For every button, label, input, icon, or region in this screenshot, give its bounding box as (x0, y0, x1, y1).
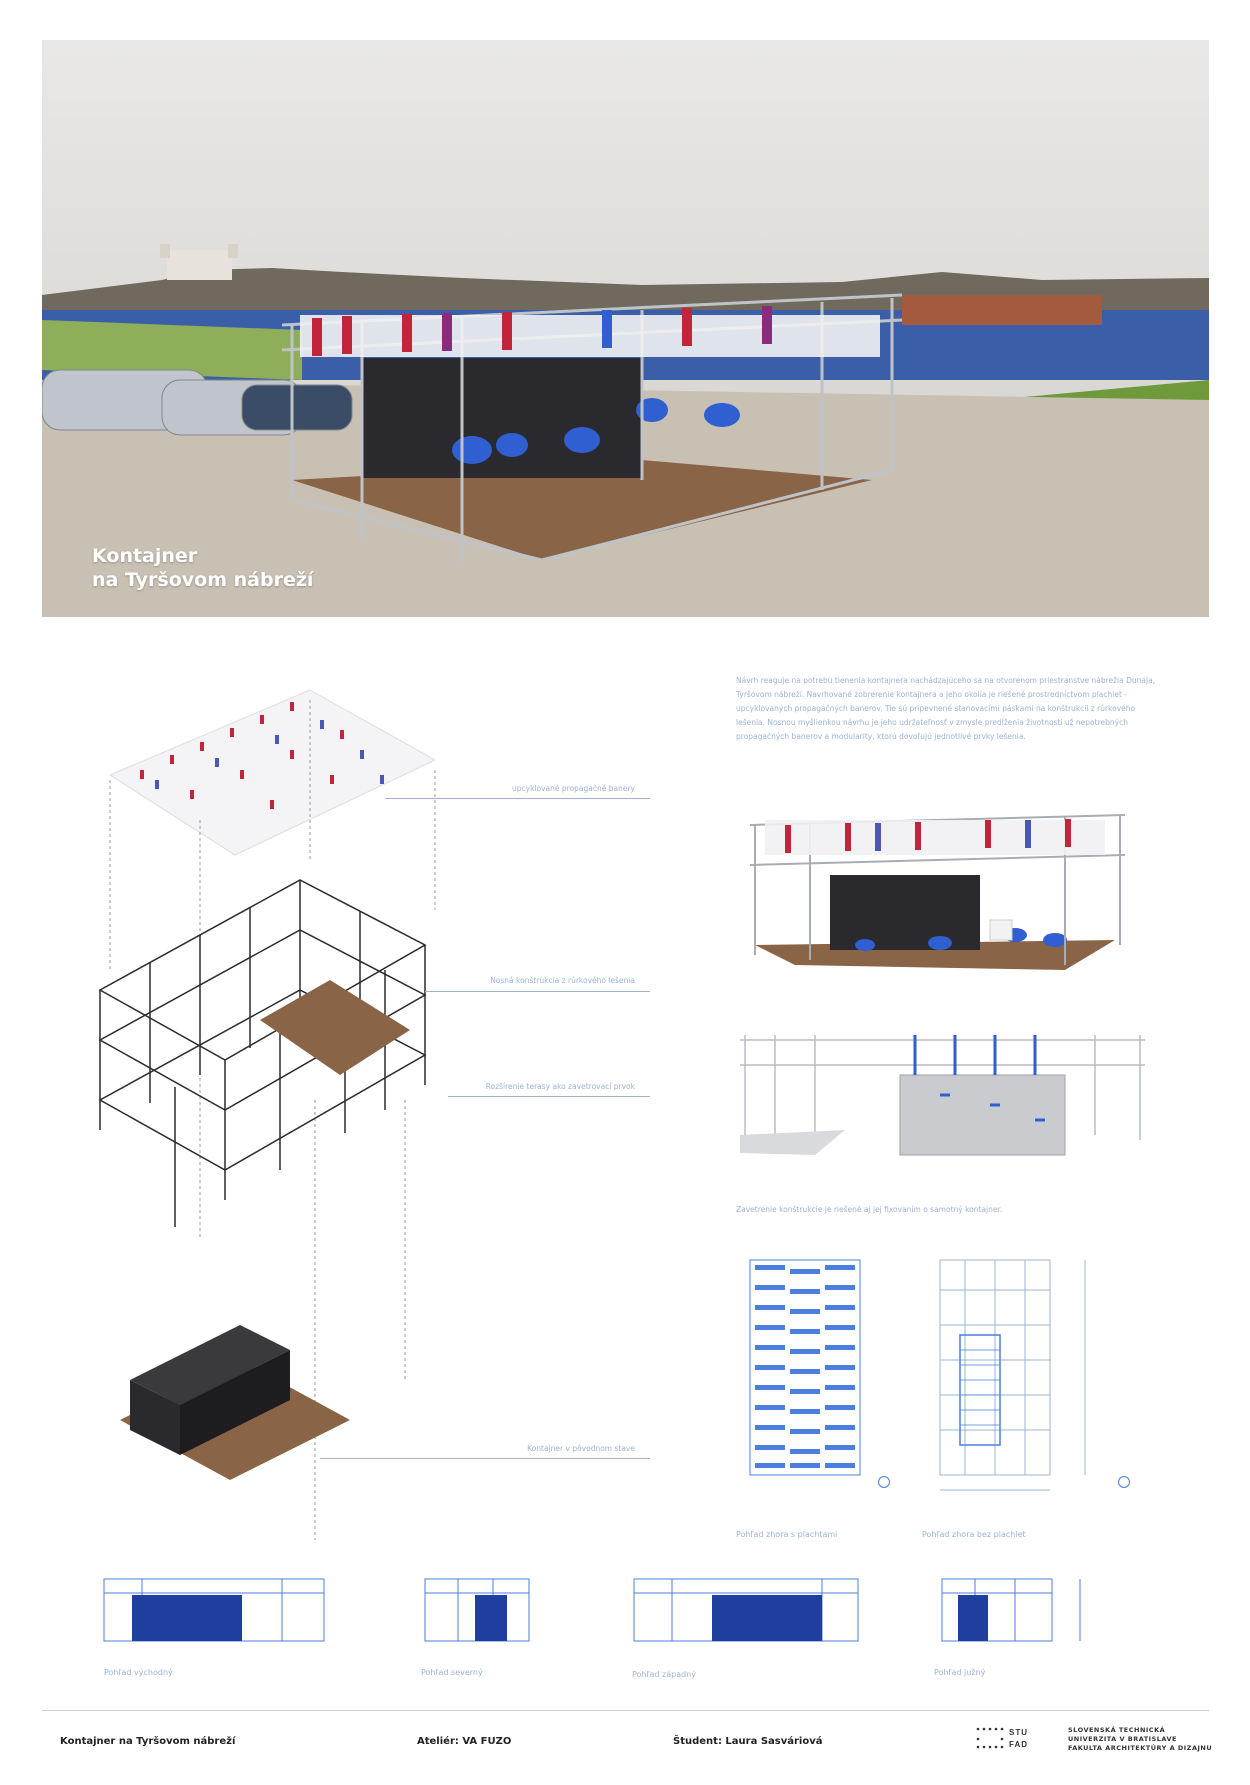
project-description: Návrh reaguje na potrebu tienenia kontajnera nachádzajúceho sa na otvorenom priestranstve nábrežia Dunaja, Tyršovom nábreží. Navrhované zobrerenie kontajnera a jeho okolia je riešené prostredníctvom plachiet - upcyklovaných propagačných banerov. Tie sú pripevnené stanovacími páskami na konštrukcii z rúrkového lešenia. Nosnou myšlienkou návrhu je jeho udržateľnosť v zmysle predĺženia životnosti už nepotrebných propagačných banerov a modularity, ktorú dovoľujú jednotlivé prvky lešenia. (736, 676, 1156, 741)
label-container: Kontajner v pôvodnom stave (527, 1444, 635, 1453)
institution-line-1: SLOVENSKÁ TECHNICKÁ (1068, 1726, 1166, 1734)
hero-illustration (42, 40, 1209, 617)
institution-name (1068, 1726, 1212, 1753)
leader-structure (425, 991, 650, 992)
footer-studio: Ateliér: VA FUZO (417, 1736, 512, 1747)
banner-layer (110, 690, 435, 855)
elevation-east (102, 1575, 327, 1650)
caption-plan-without-sails: Pohľad zhora bez plachiet (922, 1530, 1026, 1539)
institution-line-3: FAKULTA ARCHITEKTÚRY A DIZAJNU (1068, 1744, 1213, 1752)
caption-west: Pohľad západný (632, 1670, 696, 1679)
caption-east: Pohľad východný (104, 1668, 173, 1677)
plan-without-sails (935, 1255, 1125, 1495)
north-arrow-icon (1118, 1476, 1130, 1488)
label-structure: Nosná konštrukcia z rúrkového lešenia (490, 976, 635, 985)
elevation-south (940, 1575, 1090, 1650)
caption-south: Pohľad južný (934, 1668, 986, 1677)
hero-container (362, 358, 642, 478)
bratislava-castle (167, 250, 232, 280)
elevation-north (423, 1575, 533, 1650)
plan-with-sails (745, 1255, 865, 1485)
scaffold-layer (100, 880, 425, 1227)
north-arrow-icon (878, 1476, 890, 1488)
hero-render (42, 40, 1209, 617)
svg-text:STU: STU (1009, 1728, 1028, 1737)
footer-student: Študent: Laura Sasváriová (673, 1736, 823, 1747)
footer-divider (42, 1710, 1209, 1711)
label-terrace: Rozšírenie terasy ako zavetrovací prvok (485, 1082, 635, 1091)
label-banners: upcyklované propagačné banery (512, 784, 635, 793)
leader-banners (385, 798, 650, 799)
perspective-bracing (735, 1025, 1155, 1165)
institution-line-2: UNIVERZITA V BRATISLAVE (1068, 1735, 1177, 1743)
exploded-axonometry (80, 680, 660, 1560)
caption-plan-with-sails: Pohľad zhora s plachtami (736, 1530, 838, 1539)
hero-title: Kontajner na Tyršovom nábreží (92, 545, 314, 591)
parliament-building (902, 295, 1102, 325)
svg-text:FAD: FAD (1009, 1740, 1028, 1749)
elevation-west (632, 1575, 862, 1650)
stu-fad-logo-icon (975, 1725, 1045, 1751)
caption-north: Pohľad severný (421, 1668, 483, 1677)
leader-container (320, 1458, 650, 1459)
terrace-extension (260, 980, 410, 1075)
bracing-note: Zavetrenie konštrukcie je riešené aj jej fixovaním o samotný kontajner. (736, 1205, 1003, 1214)
leader-terrace (448, 1096, 650, 1097)
footer-project: Kontajner na Tyršovom nábreží (60, 1736, 236, 1747)
perspective-with-sails (735, 805, 1135, 975)
